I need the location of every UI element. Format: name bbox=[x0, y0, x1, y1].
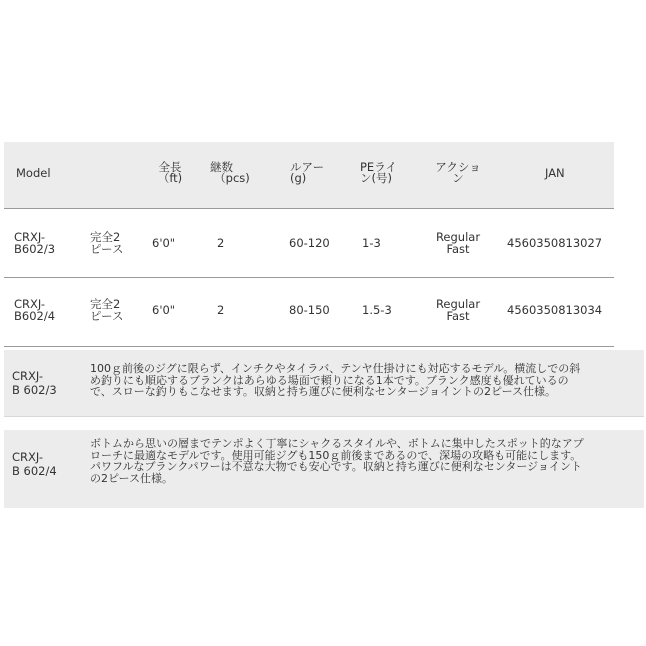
description-text bbox=[90, 438, 638, 484]
header-lure bbox=[290, 162, 324, 184]
header-length bbox=[150, 162, 190, 184]
description-line: パワフルなブランクパワーは不意な大物でも安心です。収納と持ち運びに便利なセンタージョイント bbox=[90, 460, 582, 473]
row-model-line: CRXJ- bbox=[14, 230, 46, 244]
description-line: の2ピース仕様。 bbox=[90, 471, 174, 485]
description-block bbox=[4, 430, 644, 508]
row-type-line: ピース bbox=[90, 242, 124, 256]
table-row bbox=[4, 278, 614, 347]
row-action bbox=[428, 231, 488, 255]
table-row bbox=[4, 209, 614, 278]
header-model: Model bbox=[16, 166, 51, 180]
description-model-line: B 602/3 bbox=[12, 383, 57, 397]
row-pe: 1.5-3 bbox=[362, 303, 392, 317]
description-model bbox=[12, 369, 57, 397]
header-pieces-unit: （pcs) bbox=[214, 171, 250, 185]
description-line: 100ｇ前後のジグに限らず、インチクやタイラバ、テンヤ仕掛けにも対応するモデル。横流しでの斜 bbox=[90, 362, 581, 375]
description-block bbox=[4, 350, 644, 417]
row-jan: 4560350813027 bbox=[507, 236, 603, 250]
description-model-line: CRXJ- bbox=[12, 369, 44, 383]
row-type bbox=[90, 231, 123, 255]
description-model bbox=[12, 450, 57, 478]
header-jan: JAN bbox=[545, 166, 565, 180]
header-pe bbox=[360, 162, 397, 184]
row-pe: 1-3 bbox=[362, 236, 381, 250]
row-action-line: Fast bbox=[446, 309, 470, 323]
row-model-line: B602/4 bbox=[14, 309, 56, 323]
row-model bbox=[14, 231, 55, 255]
header-pieces-label: 継数 bbox=[210, 160, 233, 174]
header-length-label: 全長 bbox=[158, 160, 182, 174]
row-jan: 4560350813034 bbox=[507, 303, 603, 317]
header-action-label: アクショ bbox=[435, 160, 481, 174]
header-lure-label: ルアー bbox=[290, 160, 325, 174]
row-model-line: B602/3 bbox=[14, 242, 56, 256]
description-model-line: CRXJ- bbox=[12, 450, 44, 464]
row-type-line: ピース bbox=[90, 309, 124, 323]
row-lure: 80-150 bbox=[289, 303, 330, 317]
row-model-line: CRXJ- bbox=[14, 297, 46, 311]
header-pe-unit: ン(号) bbox=[360, 171, 392, 185]
header-length-unit: （ft) bbox=[157, 171, 183, 185]
row-type-line: 完全2 bbox=[90, 297, 121, 311]
row-lure: 60-120 bbox=[289, 236, 330, 250]
row-pieces: 2 bbox=[217, 303, 225, 317]
row-length: 6'0" bbox=[152, 303, 176, 317]
row-length: 6'0" bbox=[152, 236, 176, 250]
header-lure-unit: (g) bbox=[290, 171, 307, 185]
header-pe-label: PEライ bbox=[360, 160, 397, 174]
description-line: ボトムから思いの層までテンポよく丁寧にシャクるスタイルや、ボトムに集中したスポット的なアプ bbox=[90, 437, 584, 450]
header-action-unit: ン bbox=[452, 171, 464, 185]
description-line: で、スローな釣りもこなせます。収納と持ち運びに便利なセンタージョイントの2ピース仕様。 bbox=[90, 385, 557, 398]
header-pieces bbox=[210, 162, 254, 184]
row-action-line: Regular bbox=[435, 297, 481, 311]
description-model-line: B 602/4 bbox=[12, 464, 57, 478]
row-action bbox=[428, 298, 488, 322]
row-action-line: Regular bbox=[435, 230, 481, 244]
table-header bbox=[4, 142, 614, 209]
header-action bbox=[430, 162, 486, 184]
description-text bbox=[90, 363, 638, 398]
row-pieces: 2 bbox=[217, 236, 225, 250]
row-type-line: 完全2 bbox=[90, 230, 121, 244]
description-line: ローチに最適なモデルです。使用可能ジグも150ｇ前後まであるので、深場の攻略も可能にします。 bbox=[90, 448, 582, 462]
row-type bbox=[90, 298, 123, 322]
row-model bbox=[14, 298, 55, 322]
description-line: め釣りにも順応するブランクはあらゆる場面で頼りになる1本です。ブランク感度も優れているの bbox=[90, 373, 569, 387]
row-action-line: Fast bbox=[446, 242, 470, 256]
